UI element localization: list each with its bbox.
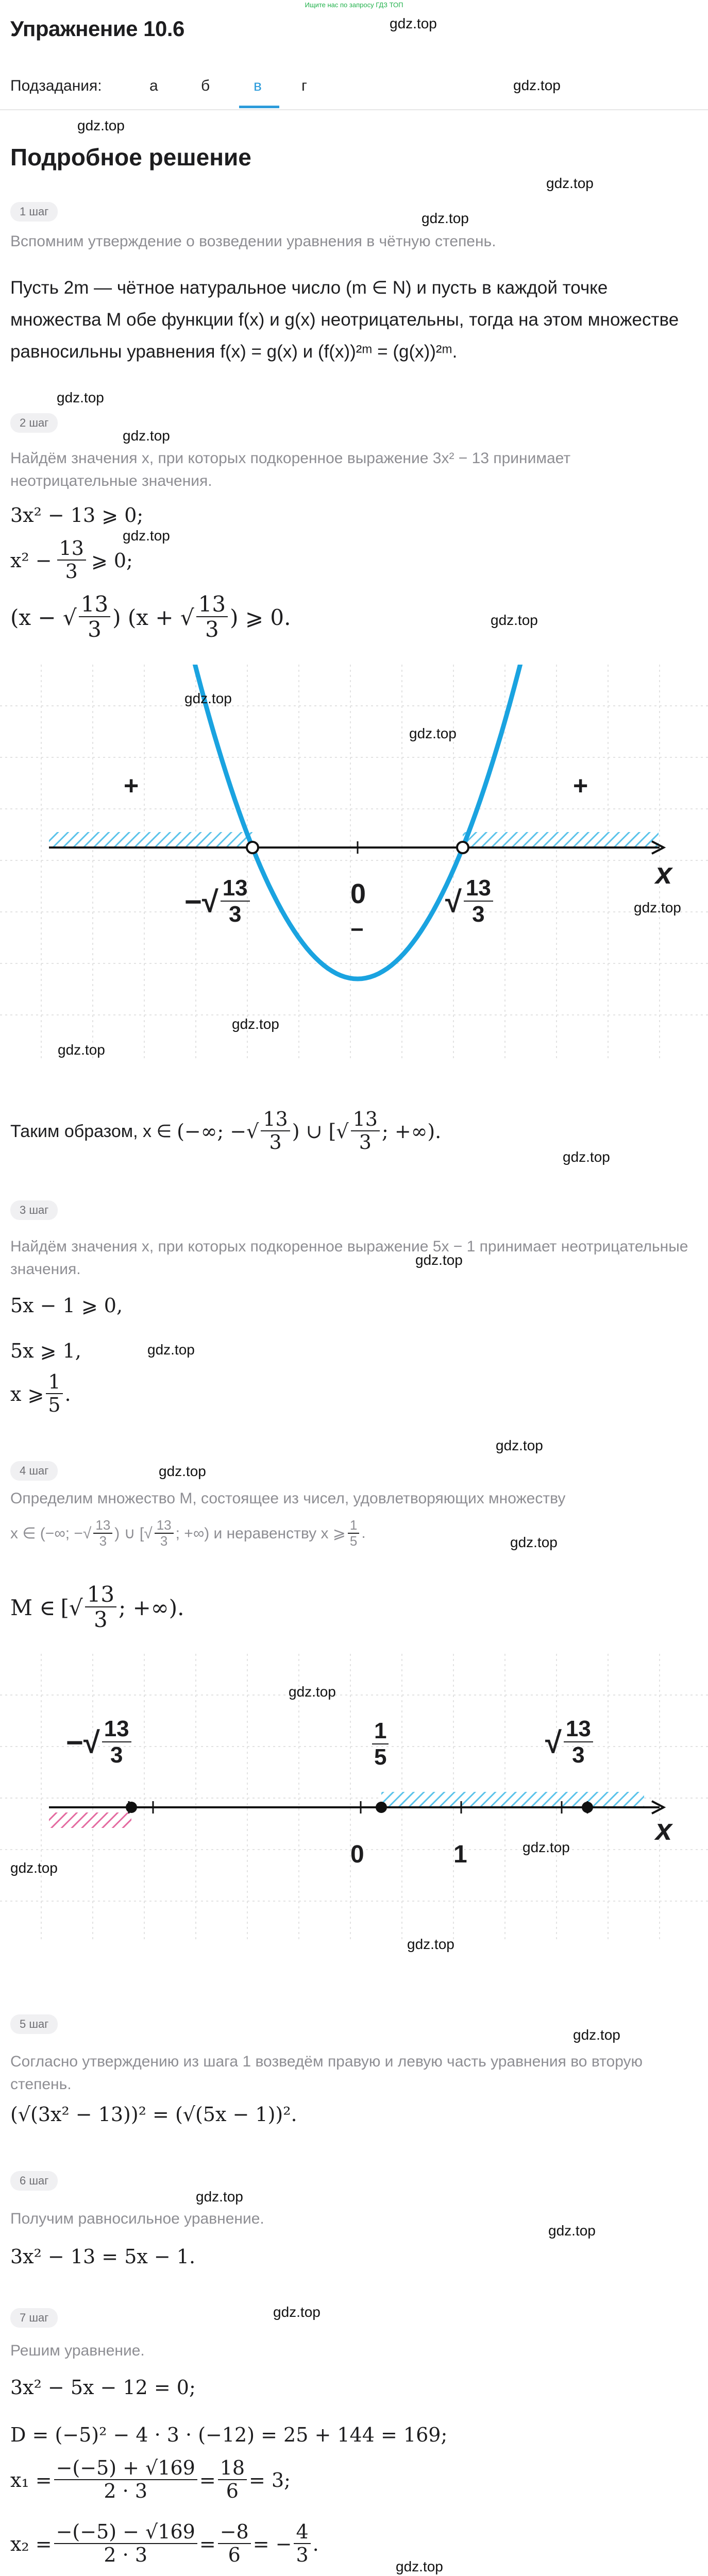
tab-v[interactable]: в [254,77,262,94]
step-label: 5 шаг [10,2014,58,2034]
hatch-pink [49,1812,131,1828]
step-label: 1 шаг [10,202,58,222]
watermark: gdz.top [573,2027,620,2043]
step-hint: Найдём значения x, при которых подкоренное выражение 5x − 1 принимает неотрицательные значения. [10,1238,688,1278]
watermark: gdz.top [232,1016,279,1032]
watermark: gdz.top [273,2304,321,2320]
active-tab-indicator [239,106,279,108]
watermark: gdz.top [634,900,681,916]
watermark: gdz.top [510,1534,558,1550]
point-one-fifth [376,1802,387,1813]
math-line: D = (−5)² − 4 · 3 · (−12) = 25 + 144 = 169; [10,2424,448,2446]
watermark: gdz.top [415,1252,463,1268]
sign-plus-right: + [573,771,588,800]
watermark: gdz.top [184,690,232,706]
math-line: (√(3x² − 13))² = (√(5x − 1))². [10,2103,297,2126]
zero-label: 0 [350,1841,364,1868]
watermark: gdz.top [396,2558,443,2574]
number-line-graph [0,1654,708,1942]
page-title: Упражнение 10.6 [10,16,184,41]
one-label: 1 [453,1841,467,1868]
step-hint: Вспомним утверждение о возведении уравнения в чётную степень. [10,233,496,250]
grid [0,665,708,1061]
hatch-blue [381,1792,644,1807]
math-line: 5x − 1 ⩾ 0, [10,1294,123,1317]
watermark: gdz.top [407,1936,454,1952]
watermark: gdz.top [10,1860,58,1876]
parabola-graph [0,665,708,1061]
step-label: 4 шаг [10,1461,58,1481]
watermark: gdz.top [409,725,457,741]
tab-b[interactable]: б [201,77,210,94]
subtasks-label: Подзадания: [10,77,102,94]
sign-minus: − [350,917,364,942]
step-text: Пусть 2m — чётное натуральное число (m ∈ N) и пусть в каждой точке множества M обе функции f(x) и g(x) неотрицательны, тогда на этом множестве равносильны уравнения f(x) = g(x) и (f(x))²ᵐ = (g(x))²ᵐ. [10,278,679,362]
search-hint-link[interactable]: Ищите нас по запросу ГДЗ ТОП [305,1,403,9]
right-root-label: √ $\frac{13}{3}$ [545,1717,595,1769]
math-line: x₂ = $\frac{-(-5) - √169}{2 \cdot 3}$ = $\frac{-8}{6}$ = − $\frac{4}{3}$ . [10,2520,319,2566]
axis-label: x [655,857,672,890]
sign-plus-left: + [124,771,139,800]
step-hint-set: x ∈ (−∞; −√ $\frac{13}{3}$ ) ∪ [√ $\frac{13}{3}$ ; +∞) и неравенству x ⩾ $\frac{1}{5}$ . [10,1517,366,1549]
tab-a[interactable]: а [149,77,158,94]
math-line: x ⩾ $\frac{1}{5}$ . [10,1370,71,1416]
step-label: 2 шаг [10,413,58,433]
hatch-right [463,832,659,848]
watermark: gdz.top [289,1684,336,1700]
watermark: gdz.top [390,15,437,31]
math-line: M ∈ [√ $\frac{13}{3}$ ; +∞). [10,1582,184,1633]
watermark: gdz.top [77,117,125,133]
watermark: gdz.top [513,77,561,93]
fraction: $\frac{13}{3}$ [57,538,86,583]
left-root-label: −√ $\frac{13}{3}$ [66,1717,133,1769]
watermark: gdz.top [496,1437,543,1453]
watermark: gdz.top [58,1042,105,1058]
point-right-root [582,1802,593,1813]
point-left-root [126,1802,137,1813]
fraction: $\frac{13}{3}$ [196,592,228,642]
math-line: 3x² − 13 ⩾ 0; [10,504,144,527]
step-hint: Получим равносильное уравнение. [10,2210,264,2227]
watermark: gdz.top [563,1149,610,1165]
zero-label: 0 [350,878,366,909]
watermark: gdz.top [522,1839,570,1855]
root-point [247,842,258,853]
math-line [10,538,133,583]
watermark: gdz.top [123,528,170,544]
watermark: gdz.top [123,428,170,444]
divider [0,109,708,110]
solution-title: Подробное решение [10,144,251,171]
watermark: gdz.top [491,612,538,628]
conclusion-line: Таким образом, x ∈ (−∞; −√ $\frac{13}{3}$ ) ∪ [√ $\frac{13}{3}$ ; +∞). [10,1108,442,1154]
left-root-label: −√ $\frac{13}{3}$ [184,876,252,928]
math-line: 3x² − 13 = 5x − 1. [10,2245,196,2268]
step-label: 3 шаг [10,1200,58,1220]
fraction: $\frac{13}{3}$ [79,592,110,642]
tab-g[interactable]: г [301,77,307,94]
math-line: (x − √ $\frac{13}{3}$ ) (x + √ $\frac{13}{3}$ ) ⩾ 0. [10,591,291,642]
axis-label: x [655,1813,672,1846]
step-label: 7 шаг [10,2308,58,2328]
watermark: gdz.top [196,2189,243,2205]
math-part: x² − [10,549,52,572]
right-root-label: √ $\frac{13}{3}$ [445,876,495,928]
root-point [457,842,468,853]
watermark: gdz.top [548,2223,596,2239]
watermark: gdz.top [57,389,104,405]
math-line: 5x ⩾ 1, [10,1340,81,1362]
step-hint: Найдём значения x, при которых подкоренное выражение 3x² − 13 принимает неотрицательные значения. [10,450,571,489]
hatch-left [49,832,252,848]
math-line: 3x² − 5x − 12 = 0; [10,2376,196,2399]
math-line: x₁ = $\frac{-(-5) + √169}{2 \cdot 3}$ = $\frac{18}{6}$ = 3; [10,2456,291,2502]
step-hint: Решим уравнение. [10,2342,145,2359]
math-part: ⩾ 0; [91,549,133,572]
step-hint: Согласно утверждению из шага 1 возведём правую и левую часть уравнения во вторую степень. [10,2053,643,2093]
one-fifth-label: $\frac{1}{5}$ [370,1719,391,1771]
watermark: gdz.top [546,175,594,191]
watermark: gdz.top [422,210,469,226]
step-hint: Определим множество M, состоящее из чисел, удовлетворяющих множеству [10,1490,566,1507]
watermark: gdz.top [147,1342,195,1358]
watermark: gdz.top [159,1463,206,1479]
step-label: 6 шаг [10,2171,58,2191]
